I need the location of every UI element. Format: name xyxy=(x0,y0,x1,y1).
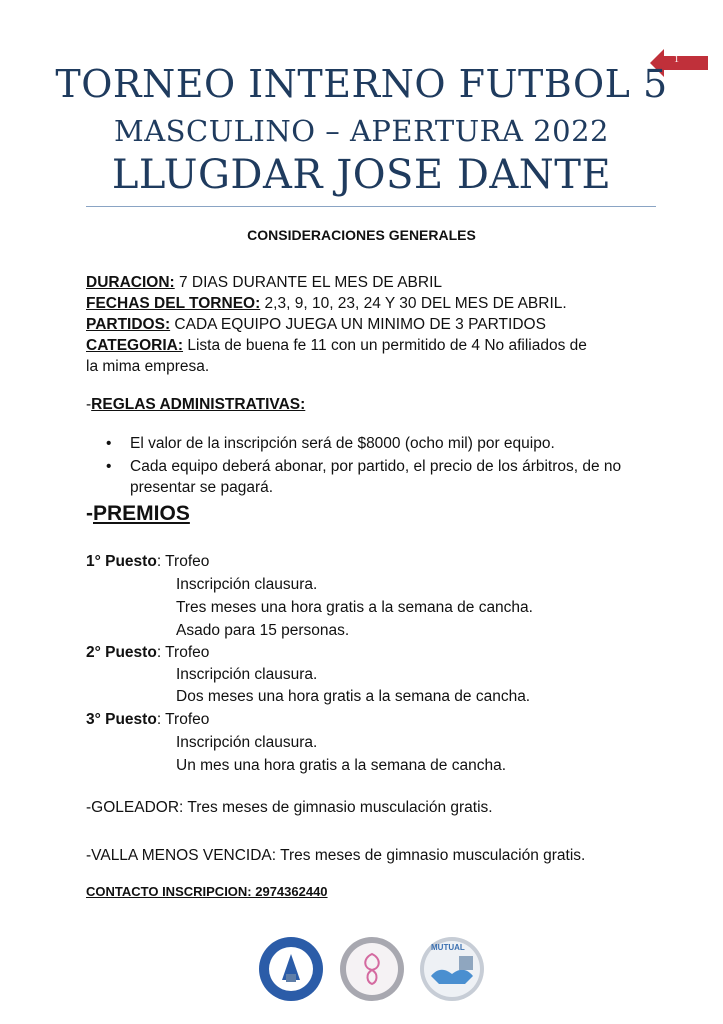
list-item: • Cada equipo deberá abonar, por partido, el precio de los árbitros, de no presentar se pagará. xyxy=(104,456,664,499)
title-line-3: LLUGDAR JOSE DANTE xyxy=(111,152,612,198)
premios-title: PREMIOS xyxy=(93,502,190,525)
section-heading: CONSIDERACIONES GENERALES xyxy=(247,227,476,243)
info-label: DURACION: xyxy=(86,274,175,291)
place-1 xyxy=(86,551,209,572)
valla-prize: -VALLA MENOS VENCIDA: Tres meses de gimnasio musculación gratis. xyxy=(86,847,586,864)
place-1-item: Inscripción clausura. xyxy=(176,576,318,593)
union-crest-logo xyxy=(258,936,324,1002)
list-item: • El valor de la inscripción será de $8000 (ocho mil) por equipo. xyxy=(104,433,664,455)
info-text: CADA EQUIPO JUEGA UN MINIMO DE 3 PARTIDOS xyxy=(170,316,546,333)
mutual-logo xyxy=(419,936,485,1002)
info-text: Lista de buena fe 11 con un permitido de 4 No afiliados de xyxy=(183,337,587,354)
admin-rules-prefix: - xyxy=(86,396,92,413)
admin-rules-title: REGLAS ADMINISTRATIVAS: xyxy=(91,396,306,413)
place-label: 3° Puesto xyxy=(86,711,157,728)
premios-heading xyxy=(86,502,190,526)
mutual-logo-text: MUTUAL xyxy=(431,943,465,952)
title-divider xyxy=(86,206,656,207)
place-1-item: Asado para 15 personas. xyxy=(176,622,350,639)
info-fechas xyxy=(86,293,567,314)
info-label: FECHAS DEL TORNEO: xyxy=(86,295,261,312)
place-3-item: Inscripción clausura. xyxy=(176,734,318,751)
place-2-item: Inscripción clausura. xyxy=(176,666,318,683)
info-label: CATEGORIA: xyxy=(86,337,184,354)
info-text: 7 DIAS DURANTE EL MES DE ABRIL xyxy=(174,274,442,291)
info-text: 2,3, 9, 10, 23, 24 Y 30 DEL MES DE ABRIL. xyxy=(260,295,567,312)
place-3-item: Un mes una hora gratis a la semana de cancha. xyxy=(176,757,506,774)
place-label: 1° Puesto xyxy=(86,553,157,570)
info-duracion xyxy=(86,272,442,293)
info-partidos xyxy=(86,314,546,335)
place-prize: : Trofeo xyxy=(156,553,210,570)
info-categoria-continuation: la mima empresa. xyxy=(86,358,210,375)
contact-line: CONTACTO INSCRIPCION: 2974362440 xyxy=(86,884,328,899)
place-prize: : Trofeo xyxy=(156,711,210,728)
place-2 xyxy=(86,642,209,663)
title-line-2: MASCULINO – APERTURA 2022 xyxy=(114,114,609,148)
goleador-prize: -GOLEADOR: Tres meses de gimnasio musculación gratis. xyxy=(86,799,493,816)
place-1-item: Tres meses una hora gratis a la semana de cancha. xyxy=(176,599,533,616)
place-prize: : Trofeo xyxy=(156,644,210,661)
premios-prefix: - xyxy=(86,502,93,525)
info-categoria xyxy=(86,335,587,356)
page-number: 1 xyxy=(674,54,679,65)
admin-rules-list xyxy=(104,433,664,500)
pink-circle-logo xyxy=(339,936,405,1002)
title-line-1: TORNEO INTERNO FUTBOL 5 xyxy=(55,62,668,106)
admin-rules-heading xyxy=(86,394,305,415)
info-label: PARTIDOS: xyxy=(86,316,171,333)
place-2-item: Dos meses una hora gratis a la semana de cancha. xyxy=(176,688,531,705)
place-3 xyxy=(86,709,209,730)
place-label: 2° Puesto xyxy=(86,644,157,661)
